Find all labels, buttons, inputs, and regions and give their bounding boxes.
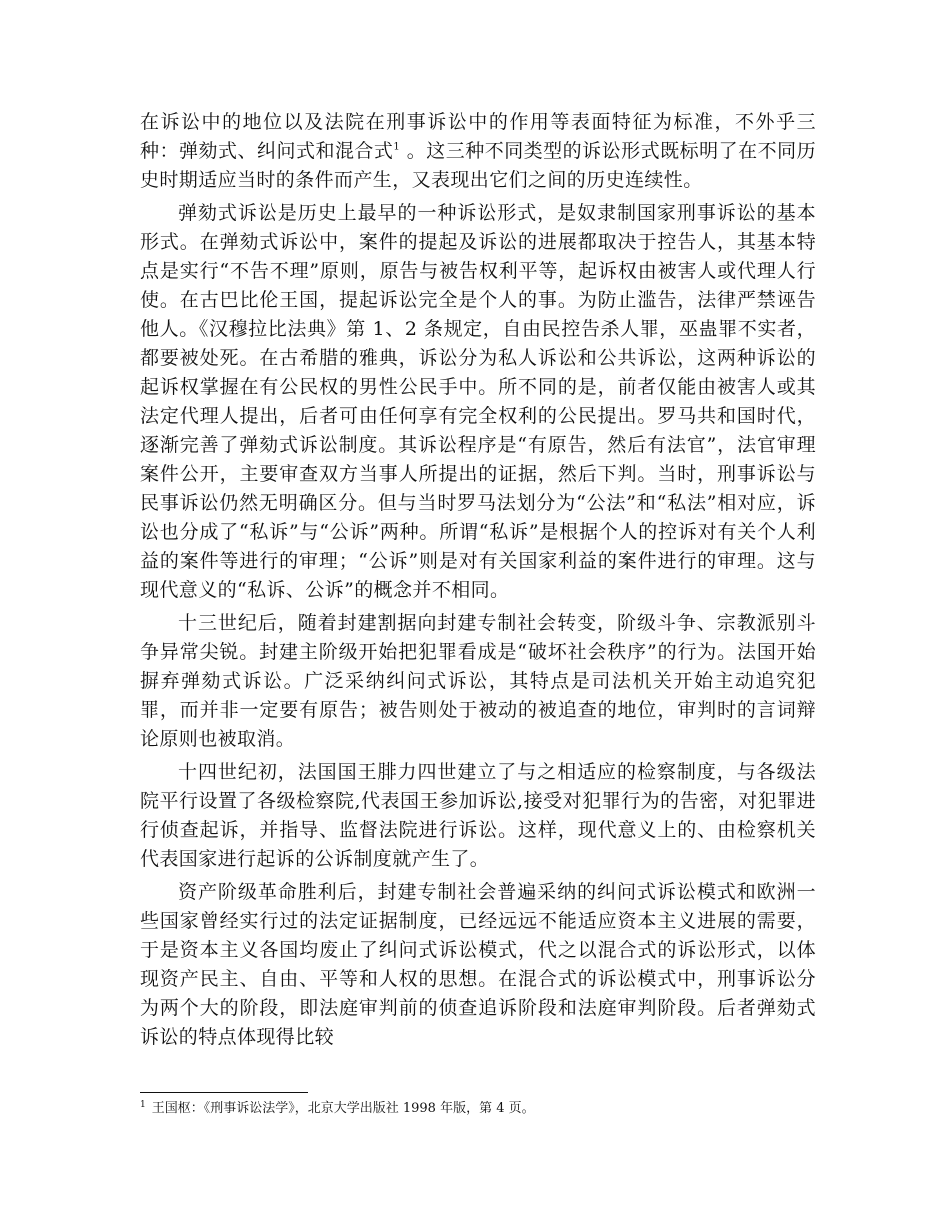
paragraph-1-text-continued: 。这三种不同类型的诉讼形式既标明了在不同历史时期适应当时的条件而产生，又表现出它们之间的历史连续性。 bbox=[140, 140, 816, 191]
paragraph-5: 资产阶级革命胜利后，封建专制社会普遍采纳的纠问式诉讼模式和欧洲一些国家曾经实行过的法定证据制度，已经远远不能适应资本主义进展的需要，于是资本主义各国均废止了纠问式诉讼模式，代之以混合式的诉讼形式，以体现资产民主、自由、平等和人权的思想。在混合式的诉讼模式中，刑事诉讼分为两个大的阶段，即法庭审判前的侦查追诉阶段和法庭审判阶段。后者弹劾式诉讼的特点体现得比较 bbox=[140, 881, 816, 1048]
document-page bbox=[140, 108, 816, 1052]
paragraph-4: 十四世纪初，法国国王腓力四世建立了与之相适应的检察制度，与各级法院平行设置了各级检察院,代表国王参加诉讼,接受对犯罪行为的告密，对犯罪进行侦查起诉，并指导、监督法院进行诉讼。这样，现代意义上的、由检察机关代表国家进行起诉的公诉制度就产生了。 bbox=[140, 761, 816, 870]
paragraph-2: 弹劾式诉讼是历史上最早的一种诉讼形式，是奴隶制国家刑事诉讼的基本形式。在弹劾式诉讼中，案件的提起及诉讼的进展都取决于控告人，其基本特点是实行“不告不理”原则，原告与被告权利平等，起诉权由被害人或代理人行使。在古巴比伦王国，提起诉讼完全是个人的事。为防止滥告，法律严禁诬告他人。《汉穆拉比法典》第 1、2 条规定，自由民控告杀人罪，巫蛊罪不实者，都要被处死。在古希腊的雅典，诉讼分为私人诉讼和公共诉讼，这两种诉讼的起诉权掌握在有公民权的男性公民手中。所不同的是，前者仅能由被害人或其法定代理人提出，后者可由任何享有完全权利的公民提出。罗马共和国时代，逐渐完善了弹劾式诉讼制度。其诉讼程序是“有原告，然后有法官”，法官审理案件公开，主要审查双方当事人所提出的证据，然后下判。当时，刑事诉讼与民事诉讼仍然无明确区分。但与当时罗马法划分为“公法”和“私法”相对应，诉讼也分成了“私诉”与“公诉”两种。所谓“私诉”是根据个人的控诉对有关个人利益的案件等进行的审理；“公诉”则是对有关国家利益的案件进行的审理。这与现代意义的“私诉、公诉”的概念并不相同。 bbox=[140, 202, 816, 601]
paragraph-3: 十三世纪后，随着封建割据向封建专制社会转变，阶级斗争、宗教派别斗争异常尖锐。封建主阶级开始把犯罪看成是“破坏社会秩序”的行为。法国开始摒弃弹劾式诉讼。广泛采纳纠问式诉讼，其特点是司法机关开始主动追究犯罪，而并非一定要有原告；被告则处于被动的被追查的地位，审判时的言词辩论原则也被取消。 bbox=[140, 612, 816, 750]
footnote-marker: 1 bbox=[140, 1099, 146, 1110]
paragraph-1 bbox=[140, 108, 816, 195]
footnote bbox=[140, 1100, 816, 1118]
paragraph-1-text: 在诉讼中的地位以及法院在刑事诉讼中的作用等表面特征为标准，不外乎三种：弹劾式、纠问式和混合式 bbox=[140, 111, 816, 162]
footnote-text: 王国枢：《刑事诉讼法学》，北京大学出版社 1998 年版，第 4 页。 bbox=[151, 1101, 535, 1116]
body-text bbox=[140, 108, 816, 1052]
footnote-reference[interactable]: 1 bbox=[393, 141, 401, 153]
footnote-divider bbox=[140, 1092, 308, 1093]
